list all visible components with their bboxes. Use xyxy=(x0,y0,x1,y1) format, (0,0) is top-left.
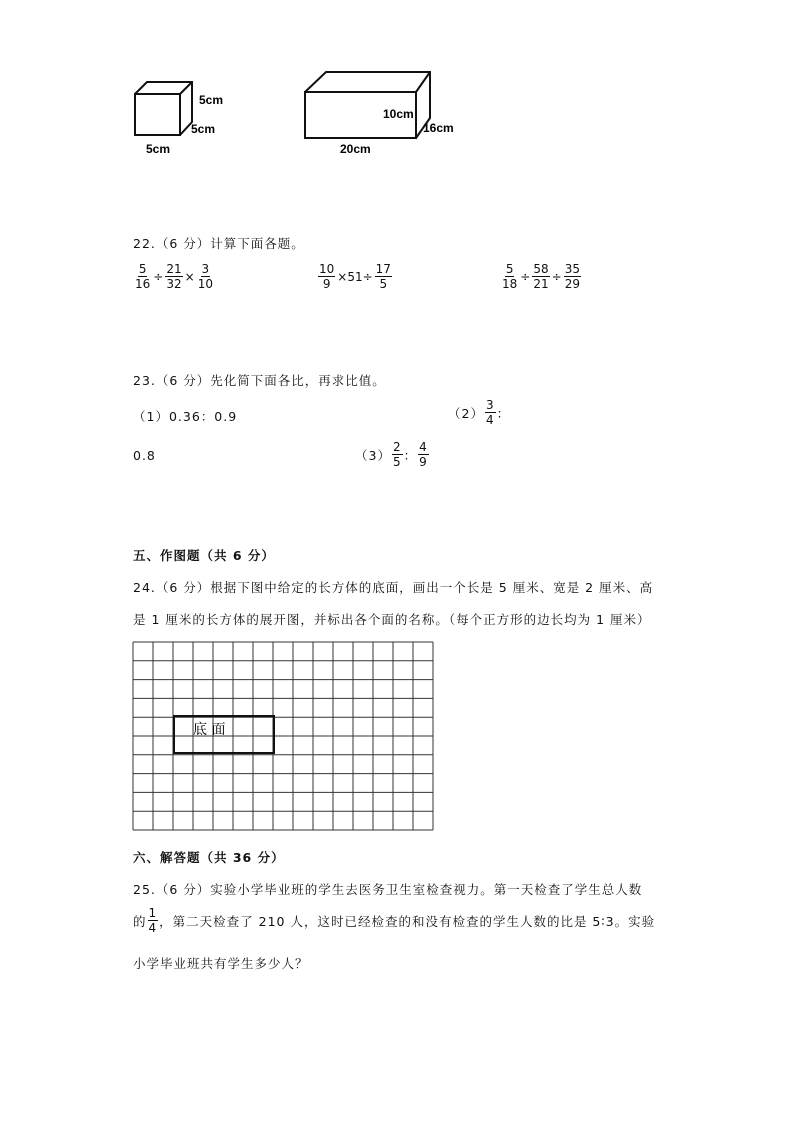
q23-part-2: （2） $\frac{3}{4}$ ： xyxy=(448,398,511,427)
fraction: $\frac{5}{16}$ xyxy=(135,262,151,291)
q22-expression-3: $\frac{5}{18}$ ÷ $\frac{58}{21}$ ÷ $\frac{35}{29}$ xyxy=(502,262,580,291)
fraction: $\frac{35}{29}$ xyxy=(564,262,580,291)
section-6-heading: 六、解答题（共 36 分） xyxy=(133,850,285,865)
q25-line-2: 的 $\frac{1}{4}$ ，第二天检查了 210 人，这时已经检查的和没有检查的学生人数的比是 5∶3。实验 xyxy=(133,906,656,935)
fraction: $\frac{3}{4}$ xyxy=(485,398,495,427)
cube-label-bottom: 5cm xyxy=(146,142,171,156)
q23-part-3: （3） $\frac{2}{5}$ ： $\frac{4}{9}$ xyxy=(355,440,428,469)
solid-figures xyxy=(0,0,794,170)
cube-label-top: 5cm xyxy=(199,93,224,107)
q24-line-1: 24.（6 分）根据下图中给定的长方体的底面，画出一个长是 5 厘米、宽是 2 厘米、高 xyxy=(133,580,654,595)
q25-line-1: 25.（6 分）实验小学毕业班的学生去医务卫生室检查视力。第一天检查了学生总人数 xyxy=(133,882,643,897)
q22-expression-1: $\frac{5}{16}$ ÷ $\frac{21}{32}$ × $\frac{3}{10}$ xyxy=(135,262,213,291)
cuboid-figure xyxy=(305,72,430,138)
fraction: $\frac{4}{9}$ xyxy=(419,440,428,469)
q23-title: 23.（6 分）先化简下面各比，再求比值。 xyxy=(133,373,386,388)
section-5-heading: 五、作图题（共 6 分） xyxy=(133,548,275,563)
cube-label-side: 5cm xyxy=(191,122,216,136)
cube-figure xyxy=(135,82,192,135)
fraction: $\frac{10}{9}$ xyxy=(319,262,335,291)
q23-part-1: （1）0.36：0.9 xyxy=(133,409,238,424)
q25-line-3: 小学毕业班共有学生多少人？ xyxy=(133,956,309,971)
fraction: $\frac{2}{5}$ xyxy=(392,440,402,469)
fraction: $\frac{5}{18}$ xyxy=(502,262,518,291)
fraction: $\frac{3}{10}$ xyxy=(197,262,213,291)
cuboid-label-length: 20cm xyxy=(340,142,371,156)
base-face-label: 底 面 xyxy=(193,722,226,738)
fraction: $\frac{21}{32}$ xyxy=(166,262,182,291)
fraction: $\frac{17}{5}$ xyxy=(375,262,391,291)
cuboid-label-height: 10cm xyxy=(383,107,414,121)
q22-expression-2: $\frac{10}{9}$ ×51÷ $\frac{17}{5}$ xyxy=(319,262,391,291)
cuboid-label-depth: 16cm xyxy=(423,121,454,135)
q22-title: 22.（6 分）计算下面各题。 xyxy=(133,236,305,251)
fraction: $\frac{58}{21}$ xyxy=(533,262,549,291)
fraction: $\frac{1}{4}$ xyxy=(148,906,158,935)
q24-line-2: 是 1 厘米的长方体的展开图，并标出各个面的名称。（每个正方形的边长均为 1 厘米） xyxy=(133,612,651,627)
q23-part-2-continued: 0.8 xyxy=(133,448,156,463)
square-grid xyxy=(132,641,438,832)
